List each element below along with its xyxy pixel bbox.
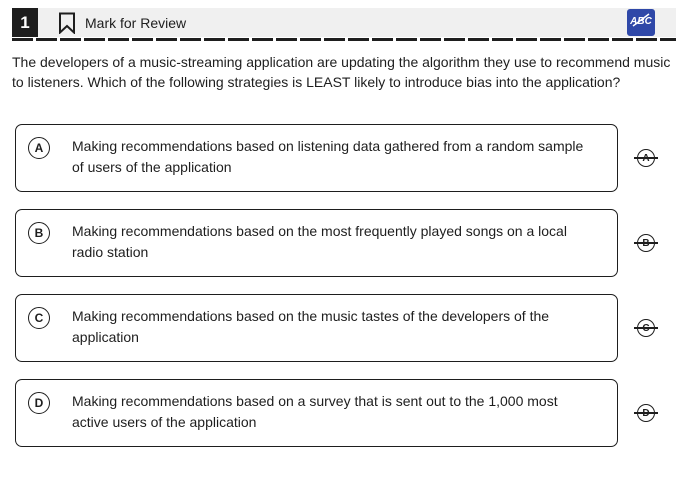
strike-option-b-button[interactable] bbox=[634, 231, 658, 255]
strikethrough-icon bbox=[634, 327, 658, 329]
bookmark-icon bbox=[58, 12, 76, 34]
answer-option-a[interactable] bbox=[15, 124, 618, 192]
mark-for-review-label: Mark for Review bbox=[85, 15, 187, 31]
question-text: The developers of a music-streaming application are updating the algorithm they use to recommend music to listeners. Which of the following strategies is LEAST likely to introduce bias into the application? bbox=[12, 54, 671, 90]
option-letter-c: C bbox=[28, 307, 50, 329]
strikethrough-icon bbox=[634, 157, 658, 159]
strike-option-d-button[interactable] bbox=[634, 401, 658, 425]
answer-eliminator-toggle[interactable] bbox=[627, 9, 655, 36]
option-text-c: Making recommendations based on the music tastes of the developers of the application bbox=[72, 308, 550, 345]
answer-option-d[interactable] bbox=[15, 379, 618, 447]
strikethrough-icon bbox=[634, 412, 658, 414]
header-divider bbox=[12, 38, 676, 41]
answer-option-b[interactable] bbox=[15, 209, 618, 277]
strike-option-a-button[interactable] bbox=[634, 146, 658, 170]
option-text-b: Making recommendations based on the most frequently played songs on a local radio station bbox=[72, 223, 567, 260]
abc-strikethrough-icon bbox=[630, 12, 652, 33]
option-text-d: Making recommendations based on a survey that is sent out to the 1,000 most active users of the application bbox=[72, 393, 558, 430]
question-number-badge: 1 bbox=[12, 8, 38, 37]
answer-option-c[interactable] bbox=[15, 294, 618, 362]
option-letter-d: D bbox=[28, 392, 50, 414]
strikethrough-icon bbox=[634, 242, 658, 244]
option-letter-b: B bbox=[28, 222, 50, 244]
option-text-a: Making recommendations based on listening data gathered from a random sample of users of the application bbox=[72, 138, 584, 175]
mark-for-review-button[interactable] bbox=[58, 11, 186, 35]
option-letter-a: A bbox=[28, 137, 50, 159]
svg-text:ABC: ABC bbox=[630, 16, 652, 27]
strike-option-c-button[interactable] bbox=[634, 316, 658, 340]
